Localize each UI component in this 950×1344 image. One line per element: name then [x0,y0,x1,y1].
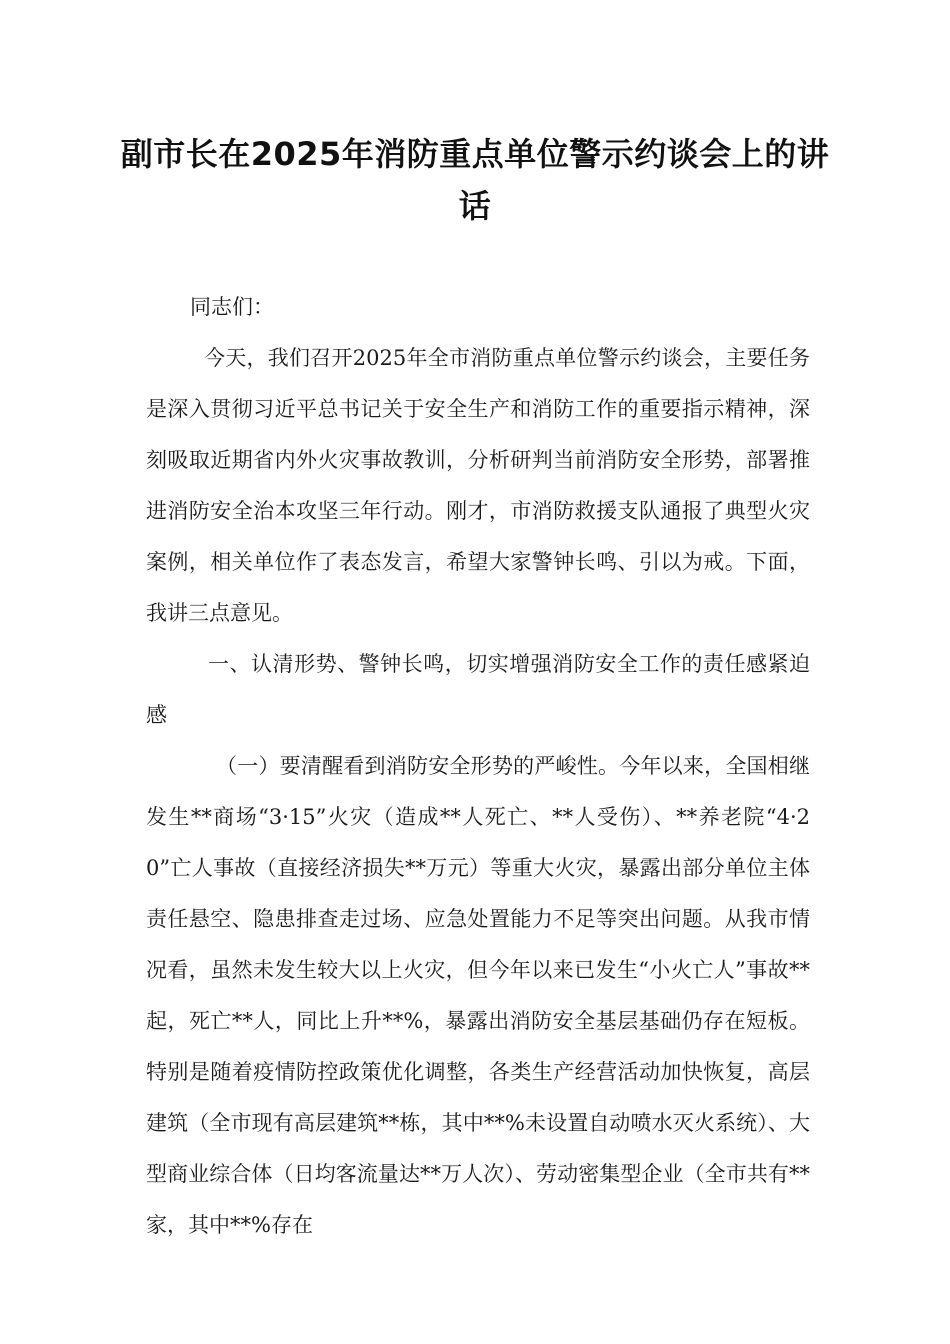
section-heading-1: 一、认清形势、警钟长鸣，切实增强消防安全工作的责任感紧迫感 [146,652,810,727]
document-title: 副市长在2025年消防重点单位警示约谈会上的讲话 [120,135,830,225]
paragraph-intro: 今天，我们召开2025年全市消防重点单位警示约谈会，主要任务是深入贯彻习近平总书记关于安全生产和消防工作的重要指示精神，深刻吸取近期省内外火灾事故教训，分析研判当前消防安全形势，部署推进消防安全治本攻坚三年行动。刚才，市消防救援支队通报了典型火灾案例，相关单位作了表态发言，希望大家警钟长鸣、引以为戒。下面，我讲三点意见。 [146,346,810,625]
document-body [146,282,810,1251]
salutation: 同志们： [190,295,274,319]
paragraph-subsection-1: （一）要清醒看到消防安全形势的严峻性。今年以来，全国相继发生**商场“3·15”火灾（造成**人死亡、**人受伤）、**养老院“4·20”亡人事故（直接经济损失**万元）等重大火灾，暴露出部分单位主体责任悬空、隐患排查走过场、应急处置能力不足等突出问题。从我市情况看，虽然未发生较大以上火灾，但今年以来已发生“小火亡人”事故**起，死亡**人，同比上升**%，暴露出消防安全基层基础仍存在短板。特别是随着疫情防控政策优化调整，各类生产经营活动加快恢复，高层建筑（全市现有高层建筑**栋，其中**%未设置自动喷水灭火系统）、大型商业综合体（日均客流量达**万人次）、劳动密集型企业（全市共有**家，其中**%存在 [146,754,810,1237]
